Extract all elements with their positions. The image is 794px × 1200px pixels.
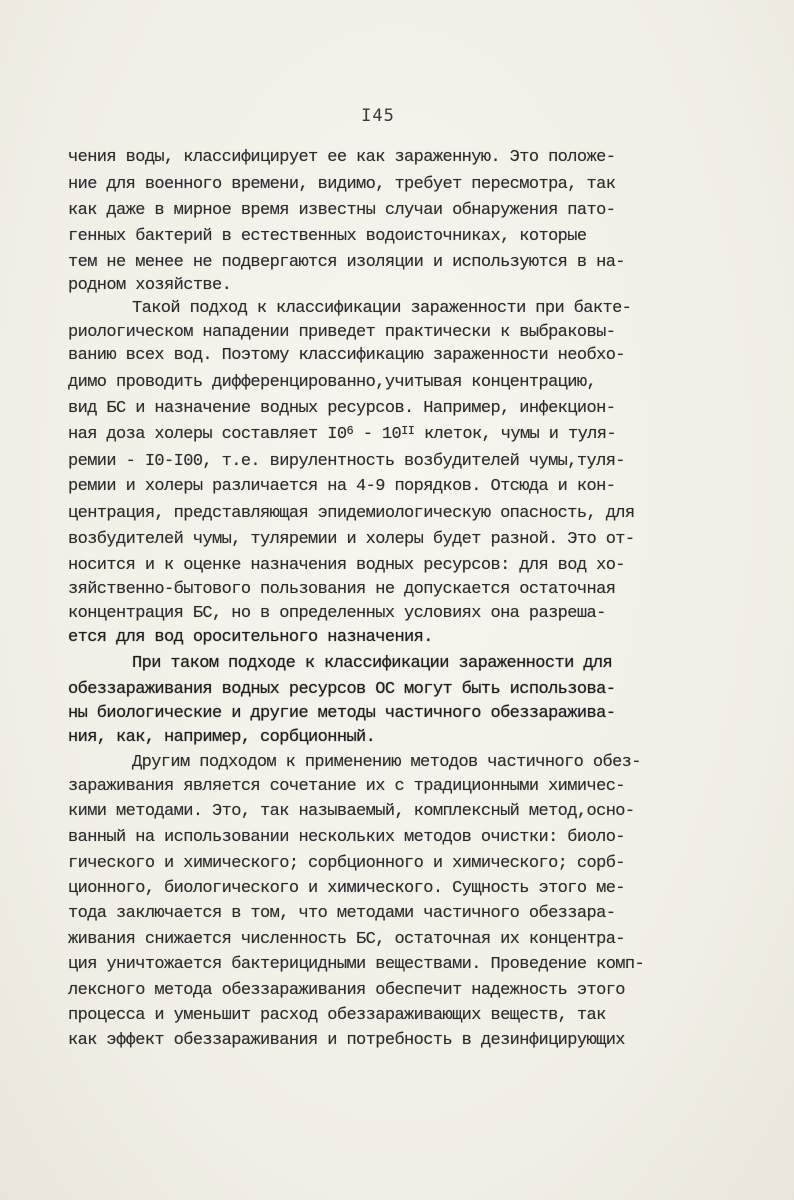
text-line: центрация, представляющая эпидемиологическую опасность, для [68, 504, 635, 523]
text-line: лексного метода обеззараживания обеспечит надежность этого [68, 981, 625, 1000]
text-line: ционного, биологического и химического. Сущность этого ме- [68, 879, 625, 898]
exponent-value: 6 [346, 424, 354, 438]
page-number: I45 [361, 106, 395, 126]
text-line: При таком подходе к классификации зараженности для [132, 654, 613, 673]
text-line: Другим подходом к применению методов частичного обез- [132, 753, 641, 772]
text-line: обеззараживания водных ресурсов ОС могут быть использова- [68, 680, 616, 699]
text-line: ния, как, например, сорбционный. [68, 728, 376, 747]
text-line: кими методами. Это, так называемый, комплексный метод,осно- [68, 802, 635, 821]
text-line: зараживания является сочетание их с традиционными химичес- [68, 777, 625, 796]
text-line: ется для вод оросительного назначения. [68, 628, 433, 647]
text-line: вид БС и назначение водных ресурсов. Например, инфекцион- [68, 399, 616, 418]
text-line: процесса и уменьшит расход обеззараживающих веществ, так [68, 1006, 606, 1025]
text-line: тода заключается в том, что методами частичного обеззара- [68, 904, 616, 923]
text-line: концентрация БС, но в определенных условиях она разреша- [68, 604, 606, 623]
text-line: ремии - I0-I00, т.е. вирулентность возбудителей чумы,туля- [68, 452, 625, 471]
exponent-base: I0 [327, 425, 347, 444]
text-segment: - 10 [362, 425, 402, 444]
text-line: как даже в мирное время известны случаи обнаружения пато- [68, 201, 616, 220]
text-line: возбудителей чумы, туляремии и холеры будет разной. Это от- [68, 530, 635, 549]
text-line: ция уничтожается бактерицидными веществами. Проведение комп- [68, 955, 645, 974]
text-line-with-exponents [68, 425, 616, 445]
text-segment: ная доза холеры составляет [68, 425, 318, 444]
text-segment: клеток, чумы и туля- [423, 425, 616, 444]
text-line: родном хозяйстве. [68, 276, 232, 295]
text-line: димо проводить дифференцированно,учитывая концентрацию, [68, 373, 597, 392]
text-line: гического и химического; сорбционного и химического; сорб- [68, 854, 625, 873]
text-line: Такой подход к классификации зараженности при бакте- [132, 299, 632, 318]
text-line: зяйственно-бытового пользования не допускается остаточная [68, 580, 616, 599]
text-line: живания снижается численность БС, остаточная их концентра- [68, 930, 625, 949]
text-line: чения воды, классифицирует ее как зараженную. Это положе- [68, 148, 616, 167]
text-line: ванию всех вод. Поэтому классификацию зараженности необхо- [68, 346, 625, 365]
text-line: как эффект обеззараживания и потребность в дезинфицирующих [68, 1031, 625, 1050]
text-line: ние для военного времени, видимо, требует пересмотра, так [68, 175, 616, 194]
text-line: генных бактерий в естественных водоисточниках, которые [68, 227, 587, 246]
text-line: ны биологические и другие методы частичного обеззаражива- [68, 704, 616, 723]
text-line: тем не менее не подвергаются изоляции и используются в на- [68, 253, 625, 272]
exponent-value: II [401, 424, 415, 438]
text-line: ванный на использовании нескольких методов очистки: биоло- [68, 828, 625, 847]
text-line: риологическом нападении приведет практически к выбраковы- [68, 323, 616, 342]
text-line: носится и к оценке назначения водных ресурсов: для вод хо- [68, 556, 625, 575]
text-line: ремии и холеры различается на 4-9 порядков. Отсюда и кон- [68, 477, 616, 496]
